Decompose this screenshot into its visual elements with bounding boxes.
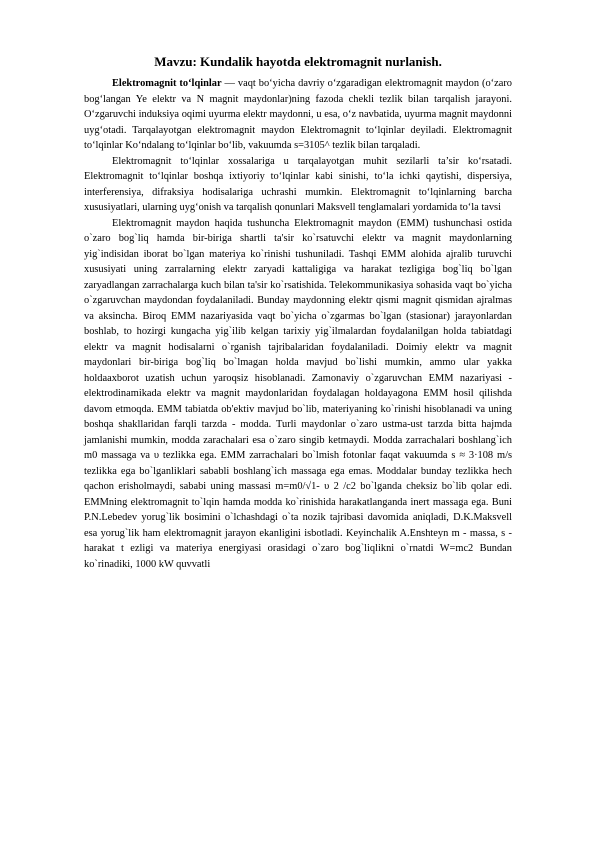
title-period: . <box>438 54 442 69</box>
paragraph-1-text: — vaqt bo‘yicha davriy o‘zgaradigan elektromagnit maydon (o‘zaro bog‘langan Ye elektr va N magnit maydonlar)ning fazoda chekli tezlik bilan tarqalish jarayoni. O‘zgaruvchi induksiya oqimi uyurma elektr maydonni, u esa, o‘z navbatida, uyurma magnit maydonni uyg‘otadi. Tarqalayotgan elektromagnit maydon Elektromagnit to‘lqinlar deyiladi. Elektromagnit to‘lqinlar Ko‘ndalang to‘lqinlar bo‘lib, vakuumda s=3105^ tezlik bilan tarqaladi. <box>84 78 512 151</box>
paragraph-1 <box>84 76 512 154</box>
paragraph-2-text: Elektromagnit to‘lqinlar xossalariga u tarqalayotgan muhit sezilarli ta’sir ko‘rsatadi. Elektromagnit to‘lqinlar boshqa ixtiyoriy to‘lqinlar kabi sinishi, to‘la ichki qaytishi, dispersiya, interferensiya, difraksiya hodisalariga uchrashi mumkin. Elektromagnit to‘lqinlarning barcha xususiyatlari, ularning uyg‘onish va tarqalish qonunlari Maksvell tenglamalari yordamida to‘la tavsi <box>84 155 512 213</box>
title-text: Kundalik hayotda elektromagnit nurlanish <box>196 54 439 69</box>
page-title <box>84 54 512 70</box>
paragraph-1-lead: Elektromagnit to‘lqinlar <box>112 78 222 89</box>
paragraph-3 <box>84 216 512 573</box>
paragraph-3-text: Elektromagnit maydon haqida tushuncha Elektromagnit maydon (EMM) tushunchasi ostida o`zaro bog`liq hamda bir-biriga shartli ta'sir ko`rsatuvchi elektr va magnit maydonlarning yig`indisidan iborat bo`lgan materiya ko`rinishi tushuniladi. Tashqi EMM alohida ajralib turuvchi xususiyati uning zarralarning elektr zaryadi kattaligiga va harakat tezligiga bog`liq bo`lgan zaryadlangan zarrachalarga kuch bilan ta'sir ko`rsatishida. Telekommunikasiya sohasida vaqt bo`yicha o`zgaruvchan maydondan foydalaniladi. Bunday maydonning elektr qismi magnit qismidan ajralmas va aksincha. Biroq EMM nazariyasida vaqt bo`yicha o`zgarmas bo`lgan (stasionar) jarayonlardan boshlab, to hozirgi kungacha yig`ilib kelgan tarixiy yig`ilmalardan foydalanilgan holda tabiatdagi elektr va magnit hodisalarni o`rganish tajribalaridan foydalaniladi. Doimiy elektr va magnit maydonlari bir-biriga bog`liq bo`lmagan holda mavjud bo`lishi mumkin, ammo ular yakka holdaaxborot uzatish uchun yaroqsiz hisoblanadi. Zamonaviy o`zgaruvchan EMM nazariyasi - elektrodinamikada elektr va magnit maydonlaridan foydalagan holdayagona EMM hosil qilishda davom etmoqda. EMM tabiatda ob'ektiv mavjud bo`lib, materiyaning ko`rinishi hisoblanadi va uning boshqa shakllaridan farqli tarzda - modda. Turli maydonlar o`zaro ustma-ust tarzda bitta hajmda jamlanishi mumkin, modda zarachalari esa o`zaro singib ketmaydi. Modda zarrachalari boshlang`ich m0 massaga va υ tezlikka ega. EMM zarrachalari bo`lmish fotonlar faqat vakuumda s ≈ 3·108 m/s tezlikka ega bo`lganliklari sababli boshlang`ich massaga ega emas. Moddalar bunday tezlikka hech qachon erisholmaydi, sababi uning massasi m=m0/√1- υ 2 /c2 bo`lganda cheksiz bo`lib qolar edi. EMMning elektromagnit to`lqin hamda modda ko`rinishida harakatlanganda inert massaga ega. Buni P.N.Lebedev yorug`lik bosimini o`lchashdagi o`ta nozik tajribasi davomida aniqladi, D.K.Maksvell esa yorug`lik ham elektromagnit jarayon ekanligini isbotladi. Keyinchalik A.Enshteyn m - massa, s - harakat t ezligi va materiya energiyasi orasidagi o`zaro bog`liqlikni o`rnatdi W=mc2 Bundan ko`rinadiki, 1000 kW quvvatli <box>84 217 512 570</box>
title-label: Mavzu: <box>154 54 197 69</box>
paragraph-2 <box>84 154 512 216</box>
